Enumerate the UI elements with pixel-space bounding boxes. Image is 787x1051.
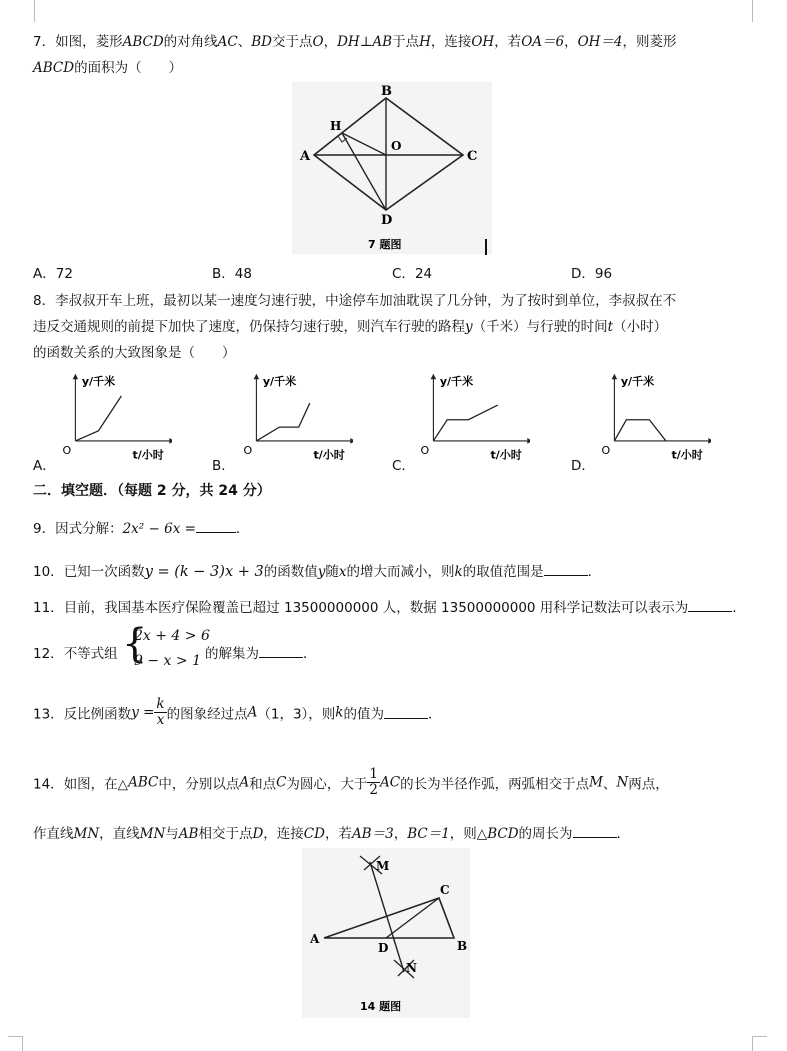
q13-fraction: $\frac{k}{x}$ bbox=[156, 696, 165, 728]
x-axis-arrow bbox=[527, 438, 530, 444]
q9: 9．因式分解：2x² − 6x = ． bbox=[33, 521, 250, 537]
label-o: O bbox=[391, 139, 402, 153]
q7-rhombus-figure bbox=[292, 82, 492, 254]
graph-line bbox=[433, 405, 497, 441]
q10: 10．已知一次函数y = (k − 3)x + 3的函数值y随x的增大而减小，则k的取值范围是 ． bbox=[33, 564, 602, 580]
figure-caption: 7 题图 bbox=[368, 238, 402, 251]
q12-inequality-1: 2x + 4 > 6 bbox=[134, 628, 210, 644]
y-label: y/千米 bbox=[439, 374, 474, 388]
q12-brace: { bbox=[122, 621, 148, 667]
q8-line2: 违反交通规则的前提下加快了速度，仍保持匀速行驶，则汽车行驶的路程y（千米）与行驶的时间t（小时） bbox=[33, 319, 668, 335]
label-d: D bbox=[381, 213, 393, 228]
page-corner-bottom-left bbox=[8, 1036, 23, 1051]
q14-half-fraction: $\frac{1}{2}$ bbox=[369, 766, 379, 798]
figure-background bbox=[302, 848, 470, 1018]
label-a: A bbox=[310, 932, 320, 946]
y-label: y/千米 bbox=[81, 374, 116, 388]
q14-triangle-figure bbox=[302, 848, 470, 1018]
q7-option-d: D．96 bbox=[571, 266, 613, 282]
graph-line bbox=[75, 396, 121, 441]
q11: 11．目前，我国基本医疗保险覆盖已超过 13500000000 人，数据 13500000000 用科学记数法可以表示为 ． bbox=[33, 600, 746, 616]
q12: 12．不等式组 bbox=[33, 646, 118, 662]
q13: 13．反比例函数y = $\frac{k}{x}$ 的图象经过点A（1，3），则k的值为 ． bbox=[33, 696, 442, 728]
section-title-fill-in: 二．填空题．（每题 2 分，共 24 分） bbox=[33, 483, 271, 499]
q14-line2: 作直线MN，直线MN与AB相交于点D，连接CD，若AB＝3，BC＝1，则△BCD的周长为 ． bbox=[33, 826, 631, 842]
y-label: y/千米 bbox=[262, 374, 297, 388]
q8-graph-c bbox=[415, 368, 530, 466]
label-b: B bbox=[457, 939, 468, 953]
label-c: C bbox=[440, 883, 450, 897]
x-label: t/小时 bbox=[671, 448, 703, 462]
figure-background bbox=[292, 82, 492, 254]
y-axis-arrow bbox=[612, 374, 618, 380]
label-c: C bbox=[467, 149, 478, 164]
graph-line bbox=[256, 403, 309, 441]
q7-line2: ABCD的面积为（ ） bbox=[33, 60, 183, 76]
q8-graph-b bbox=[238, 368, 353, 466]
answer-blank[interactable] bbox=[384, 706, 428, 719]
x-axis-arrow bbox=[350, 438, 353, 444]
y-axis-arrow bbox=[431, 374, 437, 380]
x-label: t/小时 bbox=[313, 448, 345, 462]
x-axis-arrow bbox=[708, 438, 711, 444]
y-axis-arrow bbox=[254, 374, 260, 380]
answer-blank[interactable] bbox=[544, 563, 588, 576]
x-axis-arrow bbox=[169, 438, 172, 444]
figure-caption: 14 题图 bbox=[360, 1000, 402, 1013]
page-corner-bottom-right bbox=[752, 1036, 767, 1051]
q7-option-c: C．24 bbox=[392, 266, 433, 282]
label-b: B bbox=[381, 84, 392, 99]
label-n: N bbox=[406, 961, 417, 975]
page-corner-top-left bbox=[20, 0, 35, 22]
q12-tail: 的解集为 ． bbox=[205, 646, 317, 662]
answer-blank[interactable] bbox=[259, 645, 303, 658]
origin-label: O bbox=[62, 443, 72, 457]
q8-option-a: A． bbox=[33, 458, 56, 474]
origin-label: O bbox=[243, 443, 253, 457]
x-label: t/小时 bbox=[490, 448, 522, 462]
answer-blank[interactable] bbox=[196, 520, 236, 533]
label-h: H bbox=[330, 119, 342, 133]
q14-line1: 14．如图，在△ABC中，分别以点A和点C为圆心，大于 $\frac{1}{2}$ AC的长为半径作弧，两弧相交于点M、N两点， bbox=[33, 766, 669, 798]
q8-line1: 8．李叔叔开车上班，最初以某一速度匀速行驶，中途停车加油耽误了几分钟，为了按时到单位，李叔叔在不 bbox=[33, 293, 677, 309]
origin-label: O bbox=[601, 443, 611, 457]
label-m: M bbox=[376, 859, 390, 873]
y-axis-arrow bbox=[73, 374, 79, 380]
q12-inequality-2: 9 − x > 1 bbox=[134, 653, 201, 669]
q8-option-d: D． bbox=[571, 458, 595, 474]
origin-label: O bbox=[420, 443, 430, 457]
q7-option-a: A．72 bbox=[33, 266, 73, 282]
q8-option-c: C． bbox=[392, 458, 415, 474]
q7-option-b: B．48 bbox=[212, 266, 252, 282]
label-d: D bbox=[378, 941, 389, 955]
answer-blank[interactable] bbox=[573, 825, 617, 838]
graph-line bbox=[614, 420, 666, 441]
x-label: t/小时 bbox=[132, 448, 164, 462]
label-a: A bbox=[300, 149, 311, 164]
q8-option-b: B． bbox=[212, 458, 235, 474]
y-label: y/千米 bbox=[620, 374, 655, 388]
q8-line3: 的函数关系的大致图象是（ ） bbox=[33, 345, 236, 361]
answer-blank[interactable] bbox=[688, 599, 732, 612]
q8-graph-a bbox=[57, 368, 172, 466]
page-corner-top-right bbox=[752, 0, 767, 22]
text-cursor bbox=[485, 239, 487, 255]
q8-graph-d bbox=[596, 368, 711, 466]
q7-line1: 7．如图，菱形ABCD的对角线AC、BD交于点O，DH⊥AB于点H，连接OH，若OA＝6，OH＝4，则菱形 bbox=[33, 34, 677, 50]
